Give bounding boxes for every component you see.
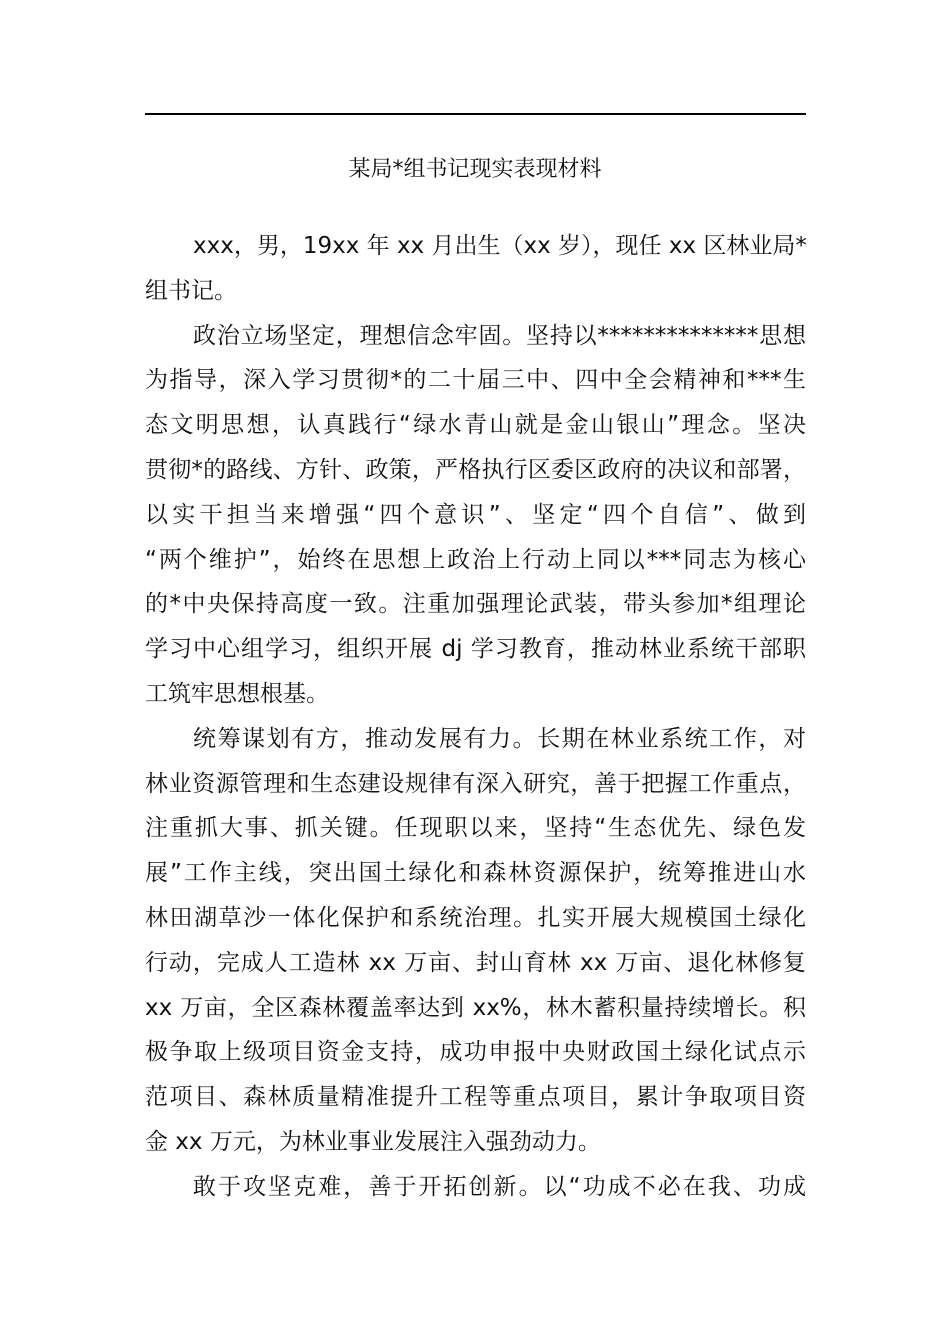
- text-line: “两个维护”，始终在思想上政治上行动上同以***同志为核心: [145, 546, 806, 573]
- document-title: 某局*组书记现实表现材料: [348, 157, 602, 182]
- text-line: 态文明思想，认真践行“绿水青山就是金山银山”理念。坚决: [145, 412, 806, 439]
- text-line: 统筹谋划有方，推动发展有力。长期在林业系统工作，对: [193, 725, 806, 752]
- text-line: 展”工作主线，突出国土绿化和森林资源保护，统筹推进山水: [145, 860, 806, 887]
- paragraph: [145, 314, 806, 717]
- paragraph: [145, 1165, 806, 1210]
- text-line: 以实干担当来增强“四个意识”、坚定“四个自信”、做到: [145, 501, 806, 528]
- text-line: xx 万亩，全区森林覆盖率达到 xx%，林木蓄积量持续增长。积: [145, 994, 806, 1021]
- text-line: 贯彻*的路线、方针、政策，严格执行区委区政府的决议和部署，: [145, 456, 806, 483]
- paragraph: [145, 224, 806, 314]
- header-rule: [145, 113, 806, 115]
- text-line: 范项目、森林质量精准提升工程等重点项目，累计争取项目资: [145, 1084, 806, 1111]
- text-line: 林田湖草沙一体化保护和系统治理。扎实开展大规模国土绿化: [145, 904, 806, 931]
- text-line: 敢于攻坚克难，善于开拓创新。以“功成不必在我、功成: [193, 1173, 806, 1200]
- text-line: 林业资源管理和生态建设规律有深入研究，善于把握工作重点，: [145, 770, 806, 797]
- text-line: 为指导，深入学习贯彻*的二十届三中、四中全会精神和***生: [145, 367, 806, 394]
- text-line: 工筑牢思想根基。: [145, 680, 329, 707]
- document-body: [145, 224, 806, 1210]
- text-line: 的*中央保持高度一致。注重加强理论武装，带头参加*组理论: [145, 591, 806, 618]
- text-line: 政治立场坚定，理想信念牢固。坚持以**************思想: [193, 322, 806, 349]
- paragraph: [145, 717, 806, 1165]
- text-line: 注重抓大事、抓关键。任现职以来，坚持“生态优先、绿色发: [145, 815, 806, 842]
- text-line: 组书记。: [145, 277, 237, 304]
- text-line: 学习中心组学习，组织开展 dj 学习教育，推动林业系统干部职: [145, 636, 806, 663]
- text-line: 金 xx 万元，为林业事业发展注入强劲动力。: [145, 1128, 601, 1155]
- text-line: 极争取上级项目资金支持，成功申报中央财政国土绿化试点示: [145, 1039, 806, 1066]
- text-line: xxx，男，19xx 年 xx 月出生（xx 岁），现任 xx 区林业局*: [193, 233, 807, 259]
- text-line: 行动，完成人工造林 xx 万亩、封山育林 xx 万亩、退化林修复: [145, 949, 806, 976]
